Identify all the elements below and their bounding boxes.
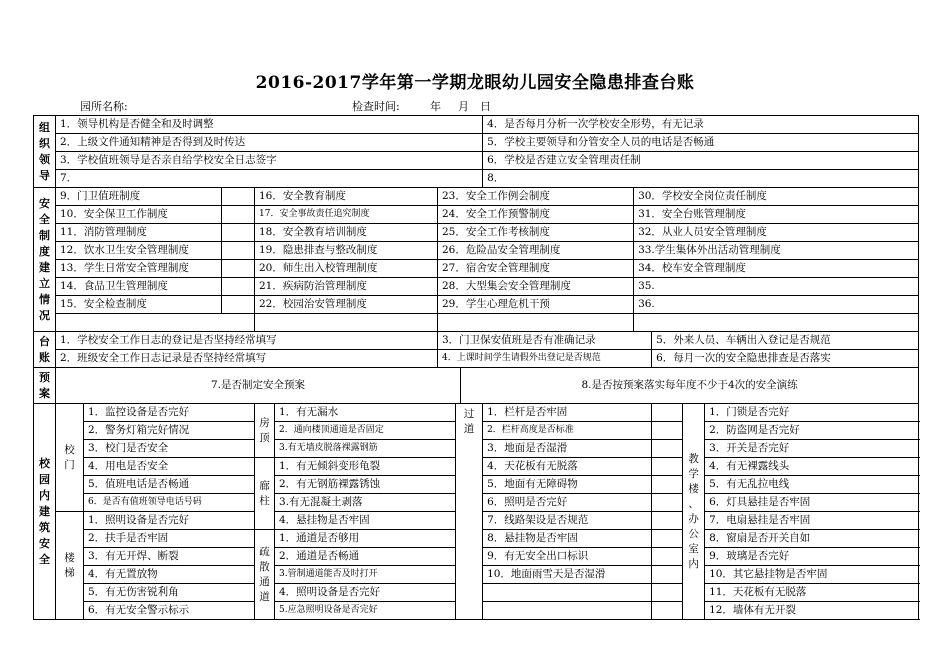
system-item: 9．门卫值班制度 <box>56 188 222 206</box>
blank-cell <box>652 602 683 620</box>
classroom-item: 3．开关是否完好 <box>705 440 919 458</box>
vertical-label-char: 、 <box>688 497 699 510</box>
blank-cell <box>222 188 255 206</box>
table-row <box>34 206 919 224</box>
vertical-label-char: 情 <box>39 292 50 306</box>
table-row <box>34 260 919 278</box>
system-item: 18．安全教育培训制度 <box>255 224 438 242</box>
blank-cell <box>652 458 683 476</box>
vertical-label-char: 过 <box>463 407 475 420</box>
subsection-corridor <box>255 458 275 530</box>
ledger-item: 3．门卫保安值班是否有准确记录 <box>438 332 652 350</box>
system-item: 35. <box>634 278 919 296</box>
vertical-label-char: 组 <box>39 120 50 134</box>
blank-cell <box>652 530 683 548</box>
blank-cell <box>652 584 683 602</box>
vertical-label-char: 散 <box>259 560 270 573</box>
subsection-classroom <box>683 404 705 620</box>
blank-cell <box>222 206 255 224</box>
vertical-label-char: 道 <box>259 590 270 603</box>
org-item: 2．上级文件通知精神是否得到及时传达 <box>56 134 483 152</box>
stairs-item: 2．扶手是否牢固 <box>84 530 255 548</box>
blank-cell <box>483 584 652 602</box>
table-row <box>34 170 919 188</box>
subsection-gate <box>56 404 84 512</box>
section-label-plan <box>34 368 56 404</box>
blank-cell <box>222 278 255 296</box>
system-item: 10．安全保卫工作制度 <box>56 206 222 224</box>
system-item: 12．饮水卫生安全管理制度 <box>56 242 222 260</box>
table-row <box>34 134 919 152</box>
table-row <box>34 278 919 296</box>
vertical-label-char: 廊 <box>259 479 270 492</box>
org-item: 4．是否每月分析一次学校安全形势，有无记录 <box>483 116 919 134</box>
passage-item: 8．悬挂物是否牢固 <box>483 530 652 548</box>
table-row <box>34 224 919 242</box>
passage-item: 7．线路架设是否规范 <box>483 512 652 530</box>
page-title: 2016-2017学年第一学期龙眼幼儿园安全隐患排查台账 <box>255 73 695 93</box>
stairs-item: 4．有无置放物 <box>84 566 255 584</box>
classroom-item: 8．窗扇是否开关自如 <box>705 530 919 548</box>
classroom-item: 10．其它悬挂物是否牢固 <box>705 566 919 584</box>
blank-cell <box>56 314 255 332</box>
blank-cell <box>652 548 683 566</box>
system-item: 13．学生日常安全管理制度 <box>56 260 222 278</box>
vertical-label-char: 织 <box>39 136 50 150</box>
org-item: 6．学校是否建立安全管理责任制 <box>483 152 919 170</box>
ledger-item: 2．班级安全工作日志记录是否坚持经常填写 <box>56 350 438 368</box>
stairs-item: 6．有无安全警示标示 <box>84 602 255 620</box>
vertical-label-char: 公 <box>688 527 699 540</box>
vertical-label-char: 度 <box>39 244 50 258</box>
vertical-label-char: 学 <box>688 467 699 480</box>
vertical-label-char: 校 <box>64 443 75 456</box>
check-time-label: 检查时间: <box>352 100 400 113</box>
gate-item: 2．警务灯箱完好情况 <box>84 422 255 440</box>
section-label-org <box>34 116 56 188</box>
vertical-label-char: 楼 <box>688 482 699 495</box>
vertical-label-char: 门 <box>64 458 75 471</box>
evac-item: 2．通道是否畅通 <box>275 548 456 566</box>
classroom-item: 2．防盗网是否完好 <box>705 422 919 440</box>
roof-item: 2．通向楼顶通道是否固定 <box>275 422 456 440</box>
vertical-label-char: 立 <box>39 276 50 290</box>
blank-cell <box>483 602 652 620</box>
vertical-label-char: 办 <box>688 512 699 525</box>
table-row <box>34 350 919 368</box>
system-item: 28．大型集会安全管理制度 <box>438 278 634 296</box>
passage-item: 9．有无安全出口标识 <box>483 548 652 566</box>
ledger-item: 4．上课时间学生请假外出登记是否规范 <box>438 350 652 368</box>
vertical-label-char: 导 <box>39 168 50 182</box>
system-item: 16．安全教育制度 <box>255 188 438 206</box>
table-row <box>34 242 919 260</box>
blank-cell <box>222 242 255 260</box>
system-item: 20．师生出入校管理制度 <box>255 260 438 278</box>
day-label: 日 <box>480 100 491 113</box>
vertical-label-char: 校 <box>39 456 50 470</box>
blank-cell <box>456 440 483 620</box>
subsection-passage <box>456 404 483 440</box>
roof-item: 3.有无墙皮脱落裸露钢筋 <box>275 440 456 458</box>
system-item: 15．安全检查制度 <box>56 296 222 314</box>
system-item: 25．安全工作考核制度 <box>438 224 634 242</box>
org-item: 3．学校值班领导是否亲自给学校安全日志签字 <box>56 152 483 170</box>
org-item: 8． <box>483 170 919 188</box>
system-item: 36. <box>634 296 919 314</box>
vertical-label-char: 安 <box>39 536 50 550</box>
table-row <box>34 440 919 458</box>
passage-item: 10．地面雨雪天是否湿滑 <box>483 566 652 584</box>
vertical-label-char: 内 <box>688 557 699 570</box>
evac-item: 3.管制通道能否及时打开 <box>275 566 456 584</box>
system-item: 11．消防管理制度 <box>56 224 222 242</box>
vertical-label-char: 室 <box>688 542 699 555</box>
blank-cell <box>652 404 683 422</box>
table-row <box>34 404 919 422</box>
vertical-label-char: 顶 <box>259 431 270 444</box>
system-item: 24．安全工作预警制度 <box>438 206 634 224</box>
blank-cell <box>652 566 683 584</box>
vertical-label-char: 全 <box>39 212 50 226</box>
vertical-label-char: 预 <box>39 370 50 384</box>
vertical-label-char: 安 <box>39 196 50 210</box>
system-item: 30．学校安全岗位责任制度 <box>634 188 919 206</box>
system-item: 32．从业人员安全管理制度 <box>634 224 919 242</box>
vertical-label-char: 建 <box>39 260 50 274</box>
system-item: 27．宿舍安全管理制度 <box>438 260 634 278</box>
vertical-label-char: 道 <box>463 422 475 435</box>
passage-item: 4．天花板有无脱落 <box>483 458 652 476</box>
blank-cell <box>652 512 683 530</box>
table-row <box>34 314 919 332</box>
vertical-label-char: 内 <box>39 488 50 502</box>
org-item: 1．领导机构是否健全和及时调整 <box>56 116 483 134</box>
section-label-system <box>34 188 56 332</box>
blank-cell <box>222 296 255 314</box>
passage-item: 6．照明是否完好 <box>483 494 652 512</box>
vertical-label-char: 疏 <box>259 545 270 558</box>
gate-item: 6．是否有值班领导电话号码 <box>84 494 255 512</box>
ledger-item: 1．学校安全工作日志的登记是否坚持经常填写 <box>56 332 438 350</box>
system-item: 33.学生集体外出活动管理制度 <box>634 242 919 260</box>
vertical-label-char: 况 <box>39 308 50 322</box>
blank-cell <box>222 224 255 242</box>
vertical-label-char: 台 <box>39 334 50 348</box>
passage-item: 5．地面有无障碍物 <box>483 476 652 494</box>
blank-cell <box>634 314 919 332</box>
classroom-item: 6．灯具悬挂是否牢固 <box>705 494 919 512</box>
blank-cell <box>652 476 683 494</box>
evac-item: 5.应急照明设备是否完好 <box>275 602 456 620</box>
vertical-label-char: 案 <box>39 386 50 400</box>
table-row <box>34 116 919 134</box>
gate-item: 5．值班电话是否畅通 <box>84 476 255 494</box>
corridor-item: 1．有无倾斜变形龟裂 <box>275 458 456 476</box>
corridor-item: 4．悬挂物是否牢固 <box>275 512 456 530</box>
subsection-stairs <box>56 512 84 620</box>
table-row <box>34 368 919 404</box>
system-item: 23．安全工作例会制度 <box>438 188 634 206</box>
classroom-item: 11．天花板有无脱落 <box>705 584 919 602</box>
inspection-ledger-table <box>33 115 919 620</box>
section-label-campus <box>34 404 56 620</box>
system-item: 29．学生心理危机干预 <box>438 296 634 314</box>
vertical-label-char: 教 <box>688 452 699 465</box>
blank-cell <box>652 422 683 440</box>
plan-item: 7.是否制定安全预案 <box>56 368 461 404</box>
org-item: 7． <box>56 170 483 188</box>
blank-cell <box>438 314 634 332</box>
blank-cell <box>222 260 255 278</box>
gate-item: 4．用电是否安全 <box>84 458 255 476</box>
vertical-label-char: 房 <box>259 416 270 429</box>
vertical-label-char: 账 <box>39 350 50 364</box>
system-item: 34．校车安全管理制度 <box>634 260 919 278</box>
gate-item: 1．监控设备是否完好 <box>84 404 255 422</box>
classroom-item: 12．墙体有无开裂 <box>705 602 919 620</box>
year-label: 年 <box>430 100 441 113</box>
blank-cell <box>255 314 438 332</box>
stairs-item: 5．有无伤害锐利角 <box>84 584 255 602</box>
vertical-label-char: 楼 <box>64 551 75 564</box>
section-label-ledger <box>34 332 56 368</box>
vertical-label-char: 梯 <box>64 566 75 579</box>
subsection-roof <box>255 404 275 458</box>
vertical-label-char: 制 <box>39 228 50 242</box>
corridor-item: 2．有无钢筋裸露锈蚀 <box>275 476 456 494</box>
vertical-label-char: 通 <box>259 575 270 588</box>
gate-item: 3．校门是否安全 <box>84 440 255 458</box>
org-item: 5．学校主要领导和分管安全人员的电话是否畅通 <box>483 134 919 152</box>
stairs-item: 1．照明设备是否完好 <box>84 512 255 530</box>
passage-item: 1．栏杆是否牢固 <box>483 404 652 422</box>
vertical-label-char: 全 <box>39 552 50 566</box>
table-row <box>34 332 919 350</box>
vertical-label-char: 建 <box>39 504 50 518</box>
table-row <box>34 188 919 206</box>
system-item: 21．疾病防治管理制度 <box>255 278 438 296</box>
vertical-label-char: 柱 <box>259 494 270 507</box>
table-row <box>34 296 919 314</box>
evac-item: 1．通道是否够用 <box>275 530 456 548</box>
ledger-item: 6．每月一次的安全隐患排查是否落实 <box>652 350 919 368</box>
system-item: 22．校园治安管理制度 <box>255 296 438 314</box>
classroom-item: 7．电扇悬挂是否牢固 <box>705 512 919 530</box>
ledger-item: 5．外来人员、车辆出入登记是否规范 <box>652 332 919 350</box>
roof-item: 1．有无漏水 <box>275 404 456 422</box>
system-item: 19．隐患排查与整改制度 <box>255 242 438 260</box>
classroom-item: 9．玻璃是否完好 <box>705 548 919 566</box>
vertical-label-char: 筑 <box>39 520 50 534</box>
corridor-item: 3.有无混凝土剥落 <box>275 494 456 512</box>
system-item: 17．安全事故责任追究制度 <box>255 206 438 224</box>
vertical-label-char: 领 <box>39 152 50 166</box>
classroom-item: 4．有无裸露线头 <box>705 458 919 476</box>
stairs-item: 3．有无开焊、断裂 <box>84 548 255 566</box>
blank-cell <box>652 494 683 512</box>
passage-item: 2．栏杆高度是否标准 <box>483 422 652 440</box>
system-item: 31．安全台账管理制度 <box>634 206 919 224</box>
system-item: 14．食品卫生管理制度 <box>56 278 222 296</box>
blank-cell <box>652 440 683 458</box>
plan-item: 8.是否按预案落实每年度不少于4次的安全演练 <box>461 368 919 404</box>
classroom-item: 5．有无乱拉电线 <box>705 476 919 494</box>
system-item: 26．危险品安全管理制度 <box>438 242 634 260</box>
evac-item: 4．照明设备是否完好 <box>275 584 456 602</box>
month-label: 月 <box>458 100 469 113</box>
vertical-label-char: 园 <box>39 472 50 486</box>
classroom-item: 1．门锁是否完好 <box>705 404 919 422</box>
table-row <box>34 152 919 170</box>
subsection-evac <box>255 530 275 620</box>
school-name-label: 园所名称: <box>80 100 128 113</box>
passage-item: 3．地面是否湿滑 <box>483 440 652 458</box>
